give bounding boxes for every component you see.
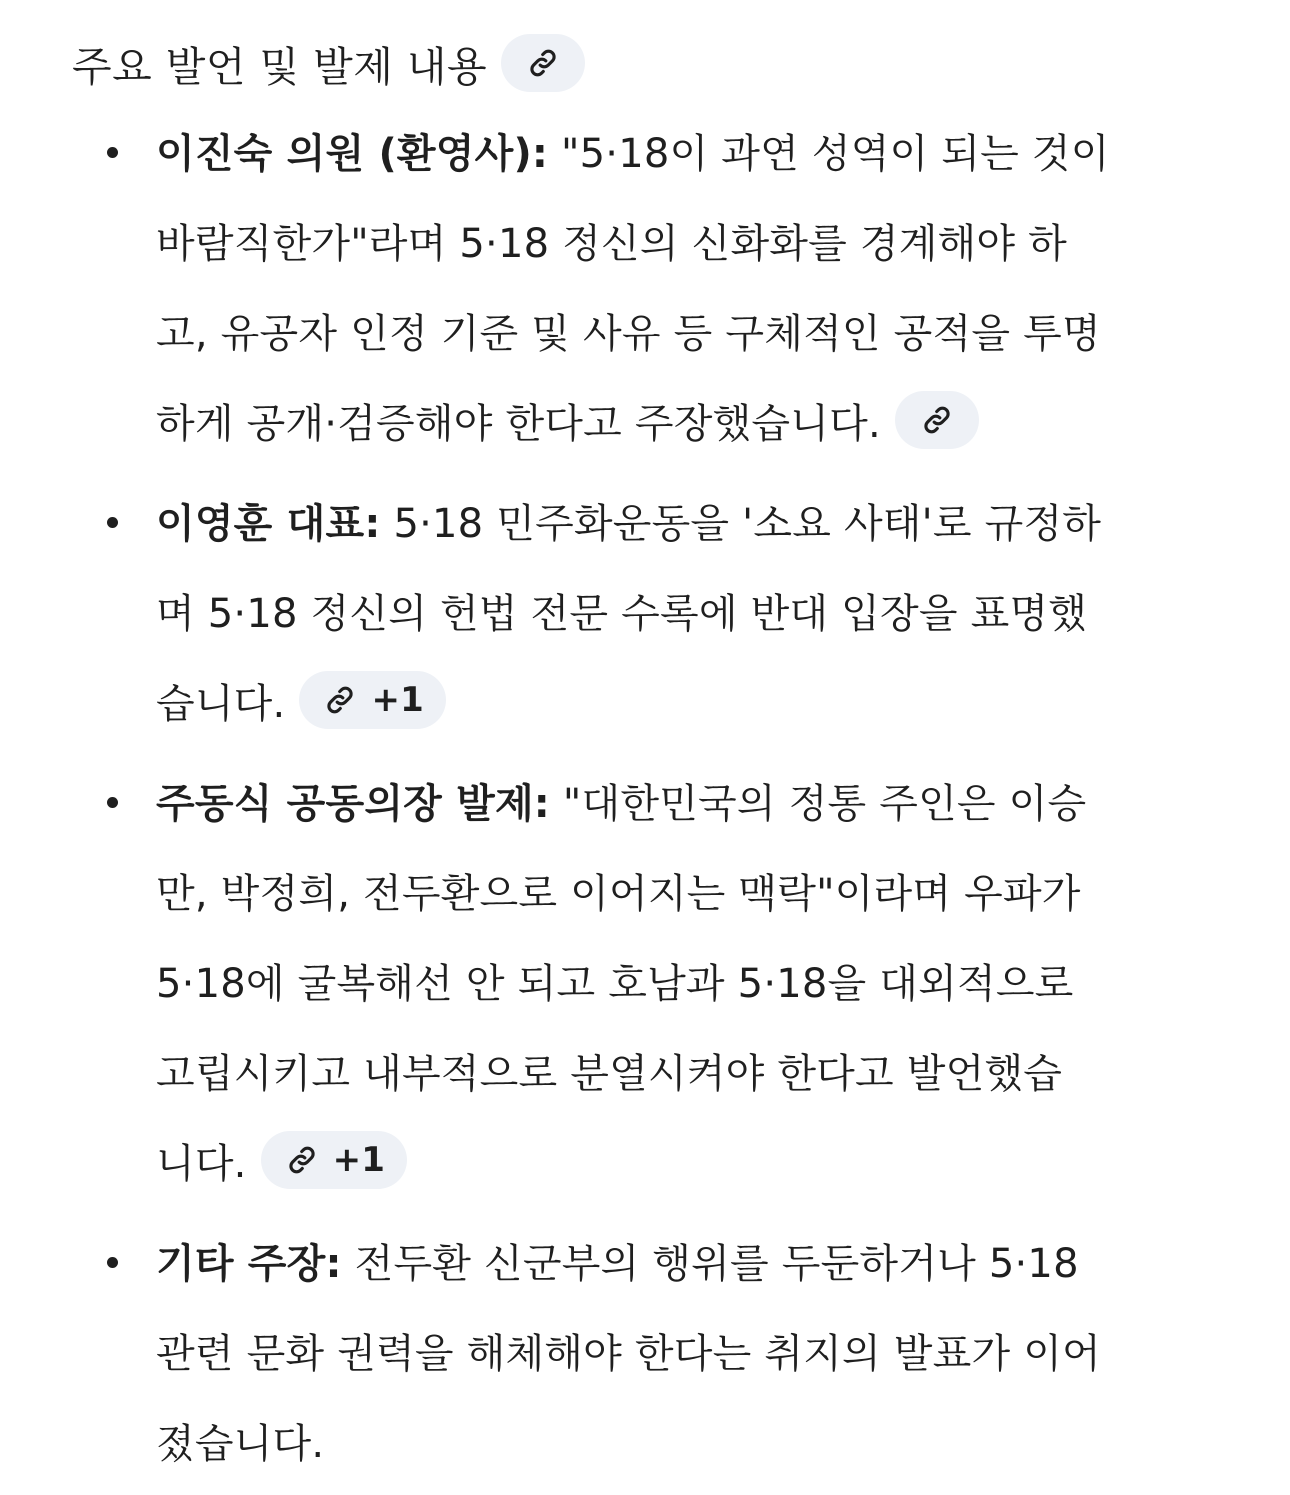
list-item-body	[156, 1215, 1236, 1485]
list-item	[0, 1215, 1290, 1485]
text-line	[156, 1395, 1236, 1485]
statement-text: 전두환 신군부의 행위를 두둔하거나 5·18	[341, 1240, 1079, 1287]
link-icon	[323, 683, 357, 717]
text-line	[156, 755, 1236, 845]
statement-text: 하게 공개·검증해야 한다고 주장했습니다.	[156, 400, 881, 447]
text-line	[156, 375, 1236, 465]
link-icon	[526, 46, 560, 80]
statement-text: 며 5·18 정신의 헌법 전문 수록에 반대 입장을 표명했	[156, 590, 1088, 637]
bullet-dot	[107, 1257, 118, 1268]
link-icon	[920, 403, 954, 437]
source-link-chip[interactable]	[261, 1131, 408, 1189]
section-title: 주요 발언 및 발제 내용	[72, 42, 488, 91]
statement-text: 5·18 민주화운동을 '소요 사태'로 규정하	[380, 500, 1102, 547]
list-item	[0, 475, 1290, 745]
source-link-chip[interactable]	[895, 391, 979, 449]
list-item	[0, 755, 1290, 1205]
speaker-label: 이진숙 의원 (환영사):	[156, 130, 549, 177]
speaker-label: 주동식 공동의장 발제:	[156, 780, 551, 827]
bullet-dot	[107, 147, 118, 158]
text-line	[156, 195, 1236, 285]
text-line	[156, 475, 1236, 565]
statement-text: 습니다.	[156, 680, 286, 727]
text-line	[156, 1115, 1236, 1205]
list-item-body	[156, 105, 1236, 465]
text-line	[156, 655, 1236, 745]
statement-text: "5·18이 과연 성역이 되는 것이	[548, 130, 1110, 177]
statement-text: 바람직한가"라며 5·18 정신의 신화화를 경계해야 하	[156, 220, 1067, 267]
statement-text: 5·18에 굴복해선 안 되고 호남과 5·18을 대외적으로	[156, 960, 1074, 1007]
statement-text: 관련 문화 권력을 해체해야 한다는 취지의 발표가 이어	[156, 1330, 1101, 1377]
text-line	[156, 105, 1236, 195]
source-count: +1	[332, 1140, 386, 1180]
statement-text: 고립시키고 내부적으로 분열시켜야 한다고 발언했습	[156, 1050, 1063, 1097]
speaker-label: 이영훈 대표:	[156, 500, 381, 547]
statement-text: 니다.	[156, 1140, 247, 1187]
statement-text: 고, 유공자 인정 기준 및 사유 등 구체적인 공적을 투명	[156, 310, 1101, 357]
statement-text: 졌습니다.	[156, 1420, 325, 1467]
text-line	[156, 1215, 1236, 1305]
source-link-chip[interactable]	[299, 671, 446, 729]
heading-source-link-chip[interactable]	[501, 34, 585, 92]
list-item-body	[156, 475, 1236, 745]
section-heading	[72, 32, 585, 94]
bullet-dot	[107, 797, 118, 808]
bullet-dot	[107, 517, 118, 528]
speaker-label: 기타 주장:	[156, 1240, 342, 1287]
text-line	[156, 565, 1236, 655]
statement-text: 만, 박정희, 전두환으로 이어지는 맥락"이라며 우파가	[156, 870, 1081, 917]
text-line	[156, 285, 1236, 375]
text-line	[156, 845, 1236, 935]
source-count: +1	[371, 680, 424, 720]
text-line	[156, 935, 1236, 1025]
text-line	[156, 1305, 1236, 1395]
link-icon	[285, 1143, 319, 1177]
list-item	[0, 105, 1290, 465]
text-line	[156, 1025, 1236, 1115]
list-item-body	[156, 755, 1236, 1205]
statement-text: "대한민국의 정통 주인은 이승	[550, 780, 1087, 827]
